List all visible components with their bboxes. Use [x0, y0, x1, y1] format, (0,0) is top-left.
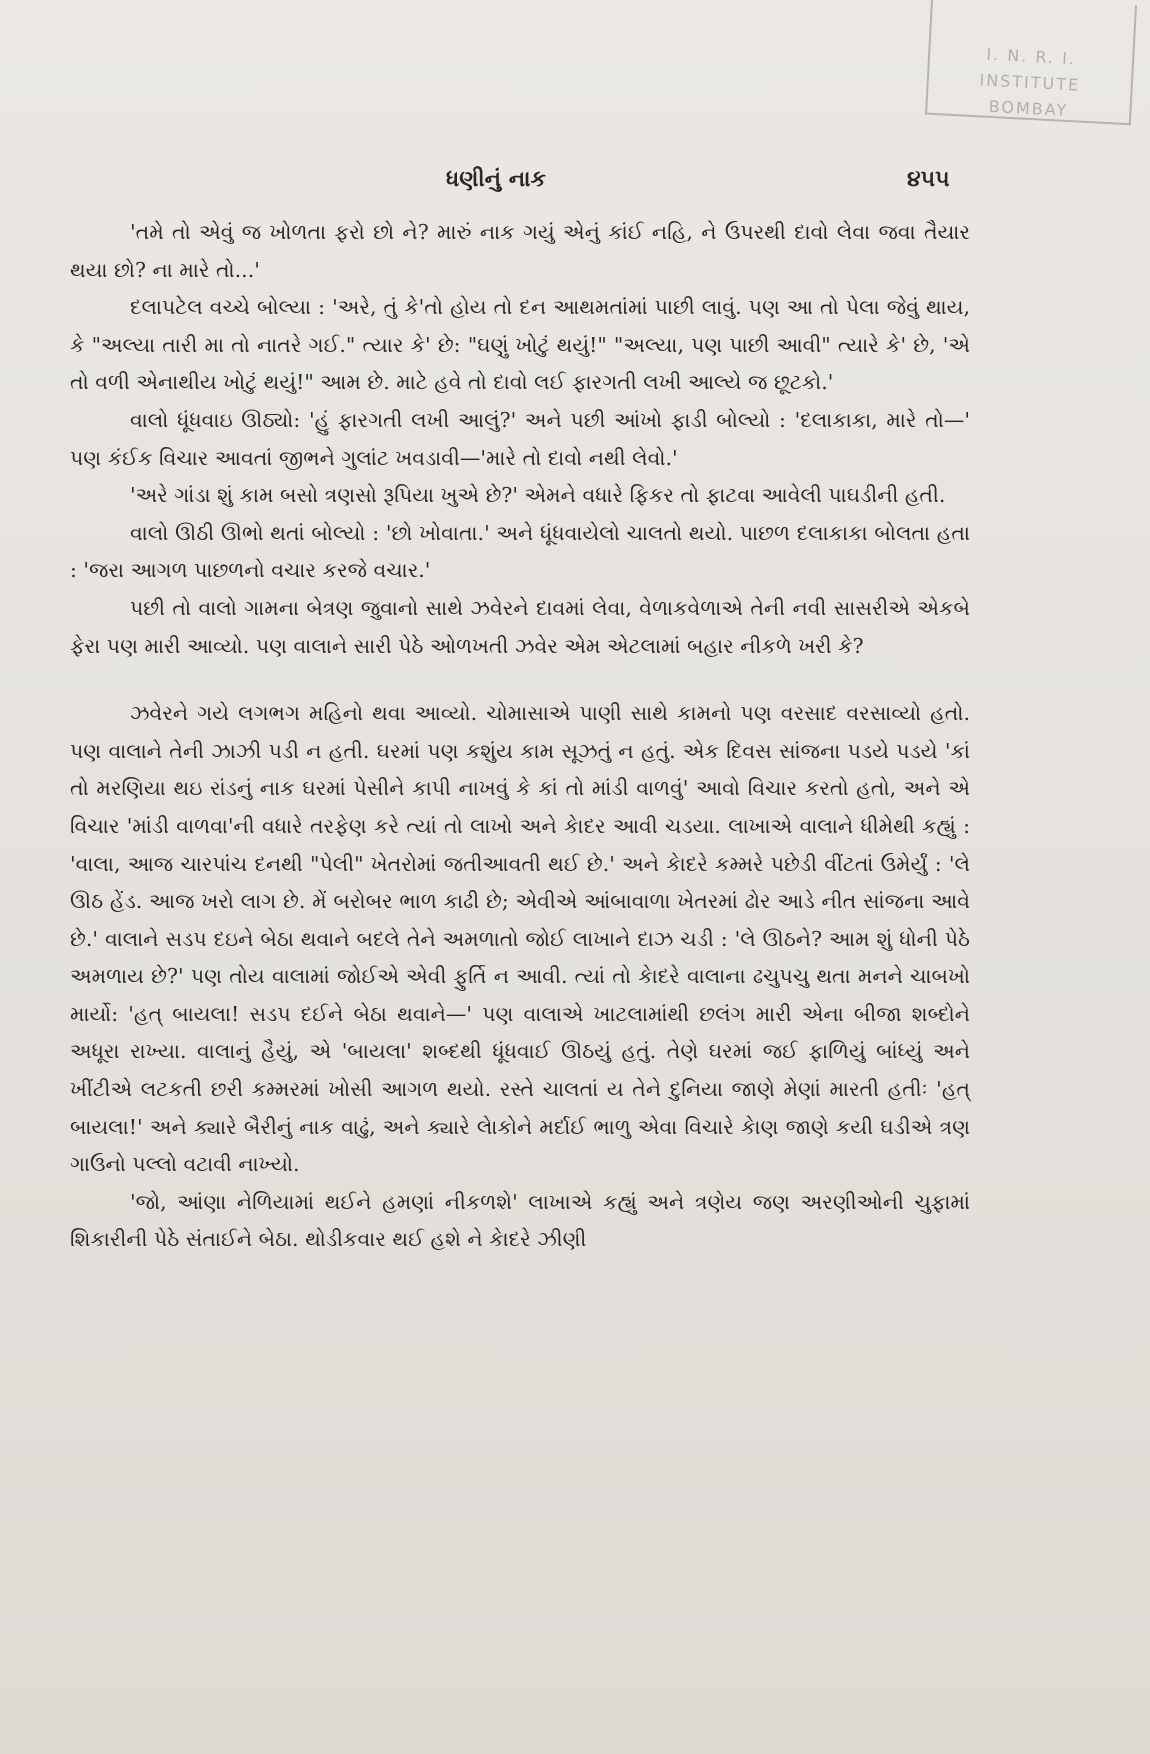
- paragraph: દલાપટેલ વચ્ચે બોલ્યા : 'અરે, તું કે'તો હોય તો દન આથમતાંમાં પાછી લાવું. પણ આ તો પેલા જેવું થાય, કે "અલ્યા તારી મા તો નાતરે ગઈ." ત્યાર કે' છે: "ઘણું ખોટું થયું!" "અલ્યા, પણ પાછી આવી" ત્યારે કે' છે, 'એ તો વળી એનાથીય ખોટું થયું!" આમ છે. માટે હવે તો દાવો લઈ ફારગતી લખી આલ્યે જ છૂટકો.': [70, 295, 970, 395]
- stamp-line-2: INSTITUTE: [979, 70, 1081, 95]
- paragraph: 'તમે તો એવું જ ખોળતા ફરો છો ને? મારું નાક ગયું એનું કાંઈ નહિ, ને ઉપરથી દાવો લેવા જવા તૈયાર થયા છો? ના મારે તો...': [70, 220, 970, 282]
- paragraph: પછી તો વાલો ગામના બેત્રણ જુવાનો સાથે ઝવેરને દાવમાં લેવા, વેળાકવેળાએ તેની નવી સાસરીએ એકબે ફેરા પણ મારી આવ્યો. પણ વાલાને સારી પેઠે ઓળખતી ઝવેર એમ એટલામાં બહાર નીકળે ખરી કે?: [70, 595, 970, 658]
- paragraph: ઝવેરને ગયે લગભગ મહિનો થવા આવ્યો. ચોમાસાએ પાણી સાથે કામનો પણ વરસાદ વરસાવ્યો હતો. પણ વાલાને તેની ઝાઝી પડી ન હતી. ઘરમાં પણ કશુંય કામ સૂઝતું ન હતું. એક દિવસ સાંજના પડયે પડયે 'કાં તો મરણિયા થઇ રાંડનું નાક ઘરમાં પેસીને કાપી નાખવું કે કાં તો માંડી વાળવું' આવો વિચાર કરતો હતો, અને એ વિચાર 'માંડી વાળવા'ની વધારે તરફેણ કરે ત્યાં તો લાખો અને કેાદર આવી ચડયા. લાખાએ વાલાને ધીમેથી કહ્યું : 'વાલા, આજ ચારપાંચ દનથી "પેલી" ખેતરોમાં જતીઆવતી થઈ છે.' અને કેાદરે કમ્મરે પછેડી વીંટતાં ઉમેર્યું : 'લે ઊઠ હેંડ. આજ ખરો લાગ છે. મેં બરોબર ભાળ કાઢી છે; એવીએ આંબાવાળા ખેતરમાં ઢોર આડે નીત સાંજના આવે છે.' વાલાને સડપ દઇને બેઠા થવાને બદલે તેને અમળાતો જોઈ લાખાને દાઝ ચડી : 'લે ઊઠને? આમ શું ધોની પેઠે અમળાય છે?' પણ તોય વાલામાં જોઈએ એવી ફુર્તિ ન આવી. ત્યાં તો કેાદરે વાલાના ઢચુપચુ થતા મનને ચાબખો માર્યો: 'હત્ બાયલા! સડપ દઈને બેઠા થવાને—' પણ વાલાએ ખાટલામાંથી છલંગ મારી એના બીજા શબ્દોને અધૂરા રાખ્યા. વાલાનું હૈયું, એ 'બાયલા' શબ્દથી ધૂંધવાઈ ઊઠયું હતું. તેણે ઘરમાં જઈ ફાળિયું બાંધ્યું અને ખીંટીએ લટકતી છરી કમ્મરમાં ખોસી આગળ થયો. રસ્તે ચાલતાં ય તેને દુનિયા જાણે મેણાં મારતી હતીઃ 'હત્ બાયલા!' અને ક્યારે બૈરીનું નાક વાઢું, અને ક્યારે લેાકોને મર્દાઈ ભાળુ એવા વિચારે કેાણ જાણે કયી ઘડીએ ત્રણ ગાઉનો પલ્લો વટાવી નાખ્યો.: [70, 701, 970, 1177]
- text-body: [70, 214, 970, 1259]
- paragraph: વાલો ધૂંધવાઇ ઊઠ્યો: 'હું ફારગતી લખી આલું?' અને પછી આંખો ફાડી બોલ્યો : 'દલાકાકા, મારે તો—' પણ કંઈક વિચાર આવતાં જીભને ગુલાંટ ખવડાવી—'મારે તો દાવો નથી લેવો.': [70, 407, 970, 470]
- page-number: ૪૫૫: [907, 166, 950, 192]
- page-header: [0, 166, 1150, 200]
- library-stamp: [925, 0, 1137, 125]
- paragraph: 'જો, આંણા નેળિયામાં થઈને હમણાં નીકળશે' લાખાએ કહ્યું અને ત્રણેય જણ અરણીઓની ચુફામાં શિકારીની પેઠે સંતાઈને બેઠા. થોડીકવાર થઈ હશે ને કેાદરે ઝીણી: [70, 1189, 970, 1252]
- stamp-line-3: BOMBAY: [988, 96, 1069, 121]
- running-title: ધણીનું નાક: [446, 166, 547, 192]
- section-break: [70, 665, 970, 695]
- paragraph: વાલો ઊઠી ઊભો થતાં બોલ્યો : 'છો ખોવાતા.' અને ધૂંધવાયેલો ચાલતો થયો. પાછળ દલાકાકા બોલતા હતા : 'જરા આગળ પાછળનો વચાર કરજે વચાર.': [70, 520, 970, 583]
- paragraph: 'અરે ગાંડા શું કામ બસો ત્રણસો રૂપિયા ખુએ છે?' એમને વધારે ફિકર તો ફાટવા આવેલી પાઘડીની હતી.: [130, 483, 946, 508]
- stamp-line-1: I. N. R. I.: [985, 44, 1077, 69]
